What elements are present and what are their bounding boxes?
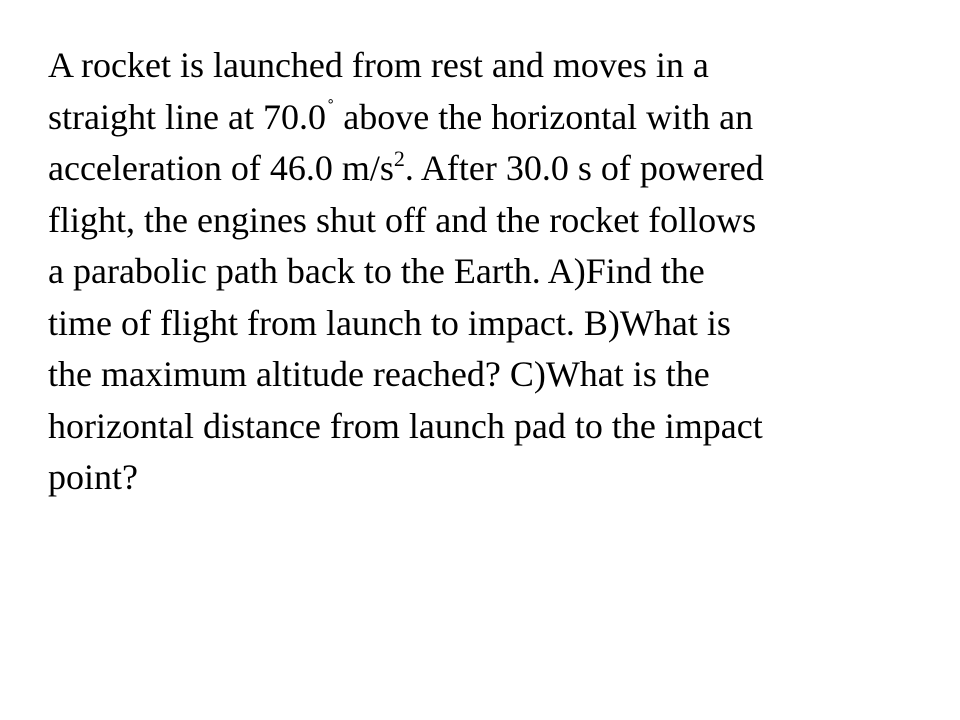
line-2-text-start: straight line at 70.0 [48,96,326,137]
problem-line-9: point? [48,457,138,497]
line-3-text-start: acceleration of 46.0 m/s [48,148,394,188]
problem-line-3 [48,143,928,195]
exponent-superscript: 2 [393,146,405,171]
line-3-text-end: . After 30.0 s of powered [404,148,764,188]
problem-line-2 [48,92,928,144]
problem-line-6: time of flight from launch to impact. B)What is [48,302,731,343]
problem-line-7: the maximum altitude reached? C)What is the [48,354,710,394]
problem-statement [48,40,928,504]
problem-line-1: A rocket is launched from rest and moves in a [48,45,709,85]
line-2-text-end: above the horizontal with an [334,96,754,137]
problem-line-4: flight, the engines shut off and the rocket follows [48,199,757,240]
problem-line-8: horizontal distance from launch pad to the impact [48,405,763,446]
degree-symbol: ˚ [326,94,335,120]
problem-line-5: a parabolic path back to the Earth. A)Find the [48,251,705,291]
